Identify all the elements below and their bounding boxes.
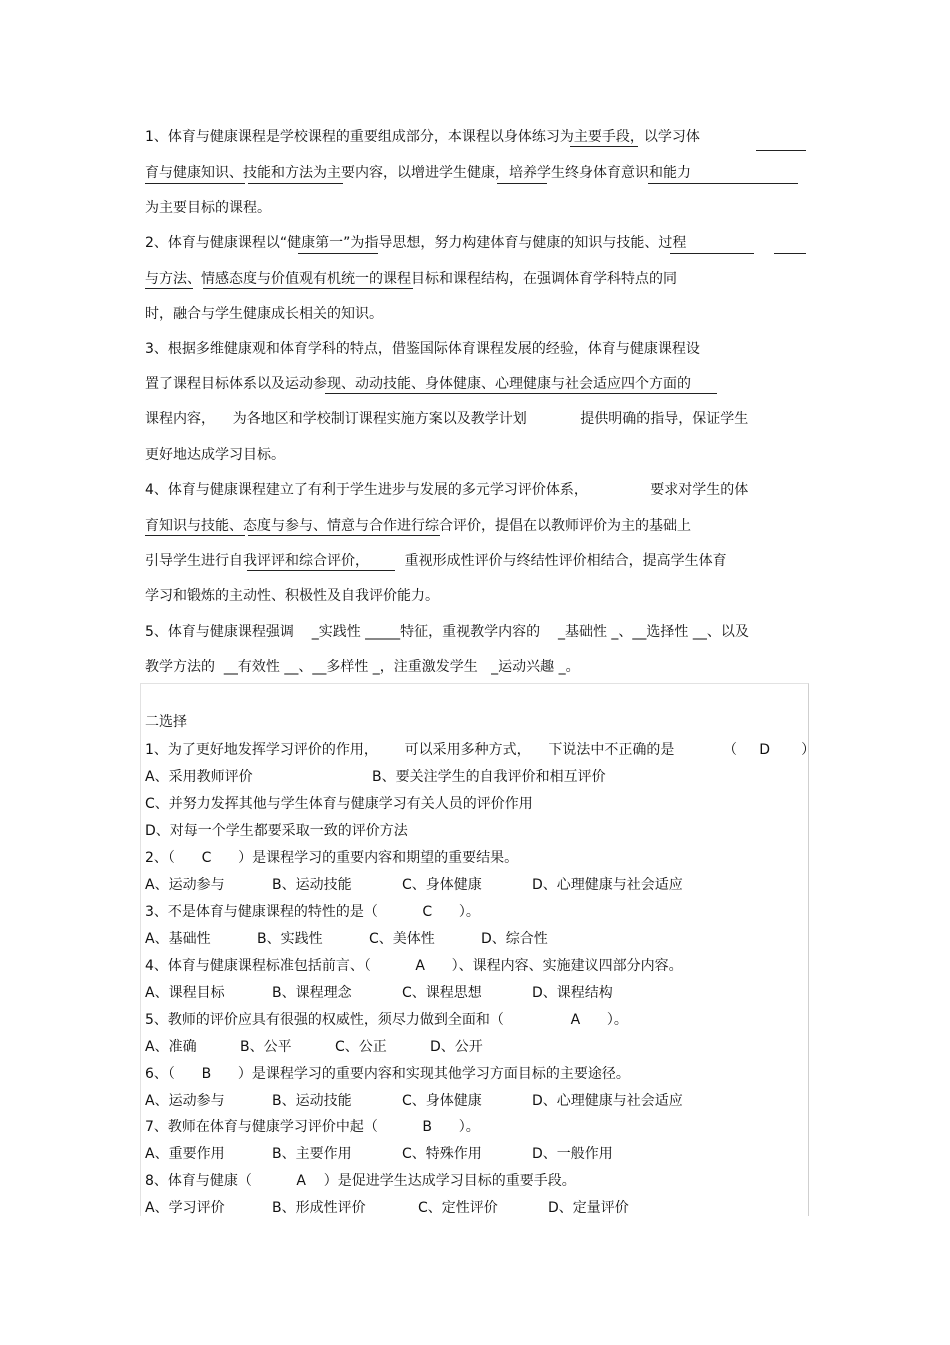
option: B、课程理念 [272, 985, 352, 1001]
option: B、公平 [240, 1039, 292, 1055]
option: C、定性评价 [418, 1200, 498, 1216]
q1-line-2: 育与健康知识、技能和方法为主要内容，以增进学生健康，培养学生终身体育意识和能力 [145, 165, 691, 181]
q5-line-2: 教学方法的 __有效性 __、__多样性 _，注重激发学生 _运动兴趣 _。 [145, 659, 580, 675]
choice-q5-stem: 5、教师的评价应具有很强的权威性，须尽力做到全面和（ A ）。 [145, 1012, 628, 1028]
choice-q1-stem: 1、为了更好地发挥学习评价的作用， 可以采用多种方式， 下说法中不正确的是 [145, 742, 675, 758]
option: A、重要作用 [145, 1146, 225, 1162]
choice-q1-answer: （ D ） [723, 742, 816, 758]
q4-line-4: 学习和锻炼的主动性、积极性及自我评价能力。 [145, 588, 439, 604]
answer-underline [145, 183, 245, 184]
option: C、并努力发挥其他与学生体育与健康学习有关人员的评价作用 [145, 796, 533, 812]
choice-q6-stem: 6、（ B ）是课程学习的重要内容和实现其他学习方面目标的主要途径。 [145, 1066, 630, 1082]
q2-line-2: 与方法、情感态度与价值观有机统一的课程目标和课程结构，在强调体育学科特点的同 [145, 271, 677, 287]
option: D、综合性 [481, 931, 548, 947]
option: A、运动参与 [145, 1093, 225, 1109]
option: D、对每一个学生都要采取一致的评价方法 [145, 823, 408, 839]
option: B、运动技能 [272, 877, 352, 893]
answer-underline [648, 183, 798, 184]
option: C、公正 [335, 1039, 387, 1055]
option: A、采用教师评价 [145, 769, 253, 785]
answer-underline [247, 570, 395, 571]
q2-line-3: 时，融合与学生健康成长相关的知识。 [145, 306, 383, 322]
option: C、身体健康 [402, 1093, 482, 1109]
choice-q4-stem: 4、体育与健康课程标准包括前言、（ A ）、课程内容、实施建议四部分内容。 [145, 958, 683, 974]
option: B、形成性评价 [272, 1200, 366, 1216]
answer-underline [756, 150, 806, 151]
choice-q2-stem: 2、（ C ）是课程学习的重要内容和期望的重要结果。 [145, 850, 519, 866]
option: A、准确 [145, 1039, 197, 1055]
option: D、一般作用 [532, 1146, 613, 1162]
q3-line-1: 3、根据多维健康观和体育学科的特点，借鉴国际体育课程发展的经验，体育与健康课程设 [145, 341, 700, 357]
q4-line-3: 引导学生进行自我评评和综合评价， 重视形成性评价与终结性评价相结合，提高学生体育 [145, 553, 727, 569]
option: B、主要作用 [272, 1146, 352, 1162]
option: C、特殊作用 [402, 1146, 482, 1162]
choice-section-frame [140, 683, 809, 1216]
q1-line-3: 为主要目标的课程。 [145, 200, 271, 216]
option: D、定量评价 [548, 1200, 629, 1216]
option: A、基础性 [145, 931, 211, 947]
option: B、要关注学生的自我评价和相互评价 [372, 769, 606, 785]
option: B、实践性 [257, 931, 323, 947]
answer-underline [203, 288, 413, 289]
q3-line-4: 更好地达成学习目标。 [145, 447, 285, 463]
answer-underline [248, 535, 440, 536]
choice-q8-stem: 8、体育与健康（ A ）是促进学生达成学习目标的重要手段。 [145, 1173, 576, 1189]
option: D、心理健康与社会适应 [532, 1093, 683, 1109]
section-heading: 二选择 [145, 714, 187, 730]
q5-line-1: 5、体育与健康课程强调 _实践性 _____特征，重视教学内容的 _基础性 _、__选择性 __、以及 [145, 624, 749, 640]
choice-q7-stem: 7、教师在体育与健康学习评价中起（ B ）。 [145, 1119, 480, 1135]
answer-underline [570, 146, 638, 147]
option: A、课程目标 [145, 985, 225, 1001]
answer-underline [774, 253, 806, 254]
answer-underline [248, 183, 343, 184]
choice-q3-stem: 3、不是体育与健康课程的特性的是（ C ）。 [145, 904, 480, 920]
option: A、学习评价 [145, 1200, 225, 1216]
answer-underline [145, 288, 193, 289]
option: B、运动技能 [272, 1093, 352, 1109]
answer-underline [145, 535, 245, 536]
answer-underline [325, 393, 717, 394]
option: A、运动参与 [145, 877, 225, 893]
q4-line-2: 育知识与技能、态度与参与、情意与合作进行综合评价，提倡在以教师评价为主的基础上 [145, 518, 691, 534]
option: C、美体性 [369, 931, 435, 947]
q1-line-1: 1、体育与健康课程是学校课程的重要组成部分，本课程以身体练习为主要手段，以学习体 [145, 129, 700, 145]
option: C、身体健康 [402, 877, 482, 893]
option: D、心理健康与社会适应 [532, 877, 683, 893]
q2-line-1: 2、体育与健康课程以“健康第一”为指导思想，努力构建体育与健康的知识与技能、过程 [145, 235, 687, 251]
answer-underline [670, 253, 754, 254]
option: D、公开 [430, 1039, 483, 1055]
answer-underline [497, 183, 547, 184]
q4-line-1: 4、体育与健康课程建立了有利于学生进步与发展的多元学习评价体系， 要求对学生的体 [145, 482, 749, 498]
answer-underline [298, 253, 378, 254]
option: D、课程结构 [532, 985, 613, 1001]
q3-line-3: 课程内容， 为各地区和学校制订课程实施方案以及教学计划 提供明确的指导，保证学生 [145, 411, 749, 427]
option: C、课程思想 [402, 985, 482, 1001]
q3-line-2: 置了课程目标体系以及运动参现、动动技能、身体健康、心理健康与社会适应四个方面的 [145, 376, 691, 392]
